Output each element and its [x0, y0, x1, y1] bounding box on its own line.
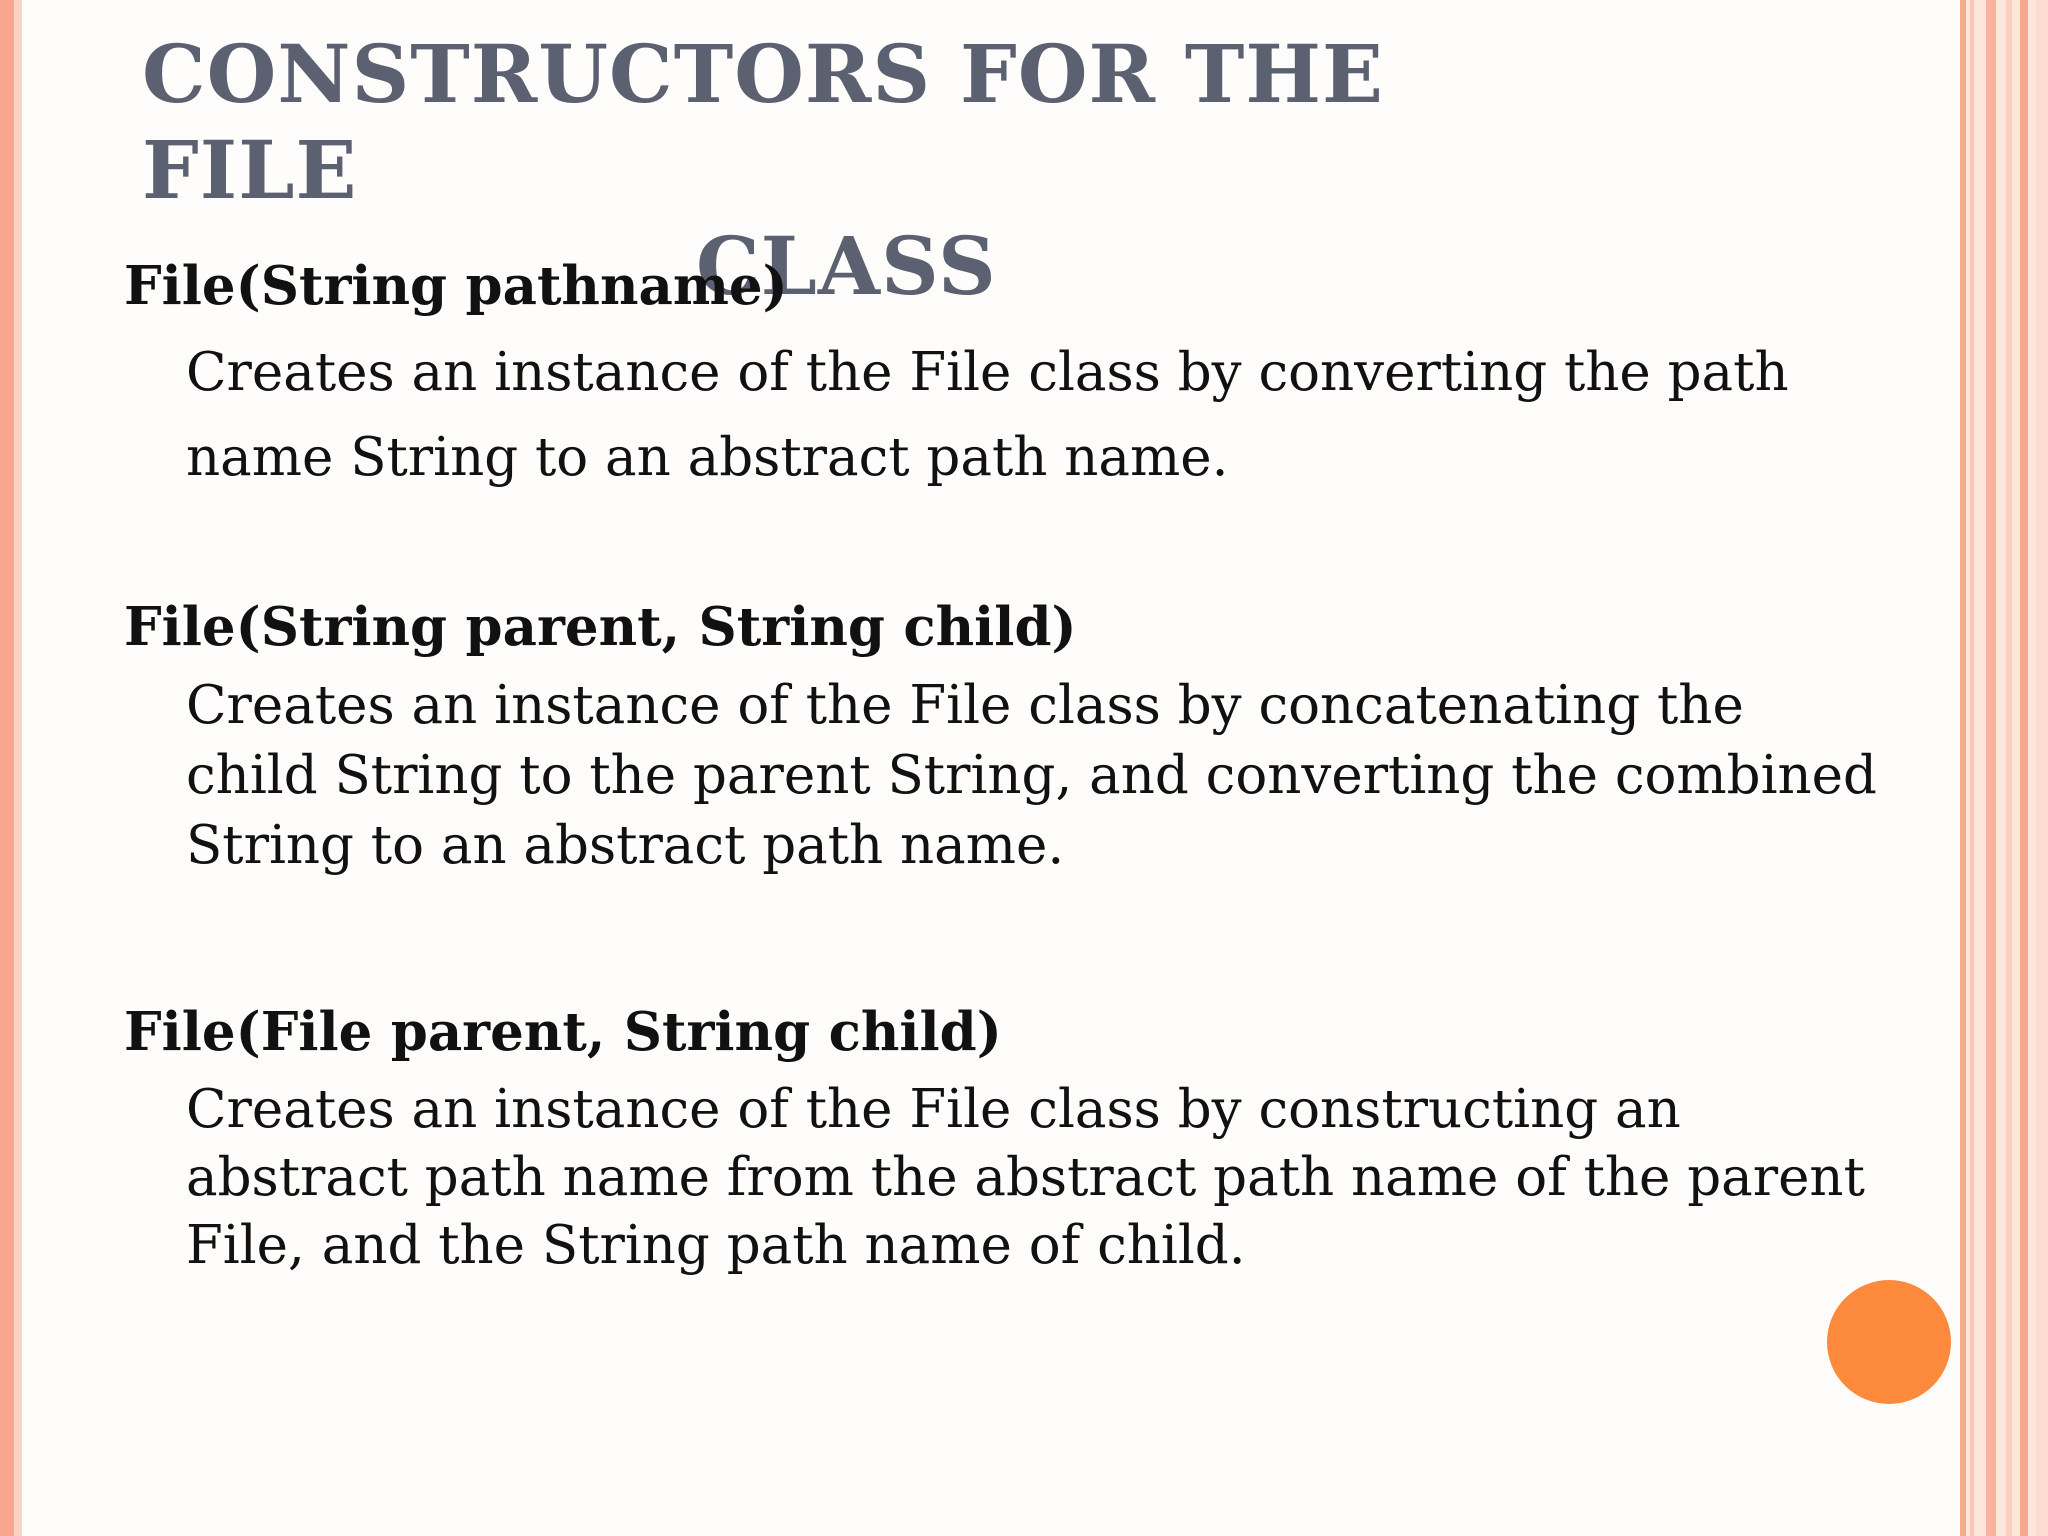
right-border-stripes [1960, 0, 2048, 1536]
right-stripe [2036, 0, 2048, 1536]
constructor-item [124, 1000, 1924, 1280]
constructor-description: Creates an instance of the File class by constructing an abstract path name from the abstract path name of the parent File, and the String path name of child. [186, 1079, 1865, 1276]
right-stripe [2006, 0, 2012, 1536]
right-stripe [1970, 0, 1974, 1536]
right-stripe [2020, 0, 2028, 1536]
constructor-description: Creates an instance of the File class by concatenating the child String to the parent String, and converting the combined String to an abstract path name. [186, 675, 1877, 876]
constructor-description: Creates an instance of the File class by converting the path name String to an abstract path name. [186, 342, 1789, 488]
left-border-stripe [0, 0, 22, 1536]
right-stripe [1986, 0, 1996, 1536]
slide-title-line-2: CLASS [696, 219, 997, 313]
constructor-signature: File(File parent, String child) [124, 1001, 1002, 1063]
constructor-item [124, 595, 1924, 881]
constructor-item [124, 254, 1924, 500]
decorative-circle-icon [1827, 1280, 1951, 1404]
slide-title-line-1: CONSTRUCTORS FOR THE FILE [142, 27, 1384, 217]
right-stripe [1960, 0, 1966, 1536]
constructor-signature: File(String parent, String child) [124, 596, 1077, 658]
constructor-signature: File(String pathname) [124, 255, 788, 317]
